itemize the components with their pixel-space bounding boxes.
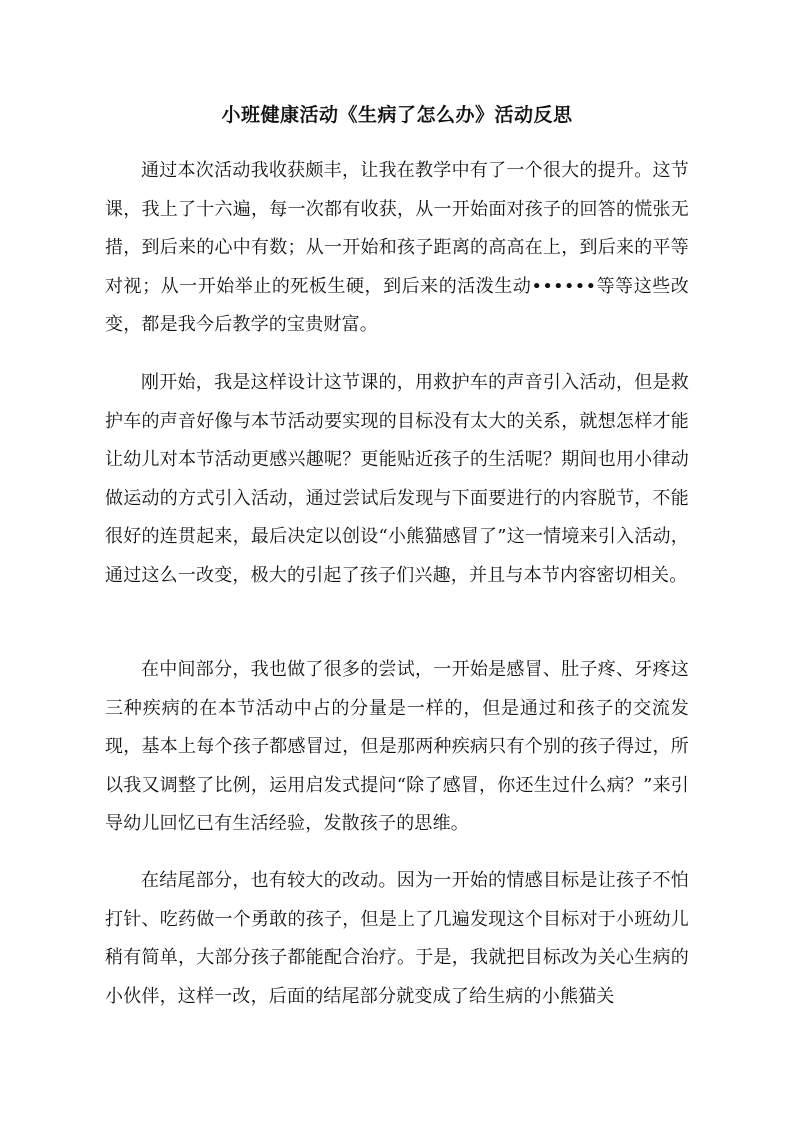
document-title: 小班健康活动《生病了怎么办》活动反思 bbox=[221, 104, 573, 126]
paragraph-1: 通过本次活动我收获颇丰，让我在教学中有了一个很大的提升。这节课，我上了十六遍，每一次都有收获，从一开始面对孩子的回答的慌张无措，到后来的心中有数；从一开始和孩子距离的高高在上，到后来的平等对视；从一开始举止的死板生硬，到后来的活泼生动••••••等等这些改变，都是我今后教学的宝贵财富。 bbox=[105, 160, 689, 335]
paragraph-2: 刚开始，我是这样设计这节课的，用救护车的声音引入活动，但是救护车的声音好像与本节活动要实现的目标没有太大的关系，就想怎样才能让幼儿对本节活动更感兴趣呢？更能贴近孩子的生活呢？期间也用小律动做运动的方式引入活动，通过尝试后发现与下面要进行的内容脱节，不能很好的连贯起来，最后决定以创设“小熊猫感冒了”这一情境来引入活动，通过这么一改变，极大的引起了孩子们兴趣，并且与本节内容密切相关。 bbox=[105, 372, 689, 586]
paragraph-4: 在结尾部分，也有较大的改动。因为一开始的情感目标是让孩子不怕打针、吃药做一个勇敢的孩子，但是上了几遍发现这个目标对于小班幼儿稍有简单，大部分孩子都能配合治疗。于是，我就把目标改为关心生病的小伙伴，这样一改，后面的结尾部分就变成了给生病的小熊猫关 bbox=[105, 870, 689, 1007]
paragraph-3: 在中间部分，我也做了很多的尝试，一开始是感冒、肚子疼、牙疼这三种疾病的在本节活动中占的分量是一样的，但是通过和孩子的交流发现，基本上每个孩子都感冒过，但是那两种疾病只有个别的孩子得过，所以我又调整了比例，运用启发式提问“除了感冒，你还生过什么病？”来引导幼儿回忆已有生活经验，发散孩子的思维。 bbox=[105, 659, 689, 834]
